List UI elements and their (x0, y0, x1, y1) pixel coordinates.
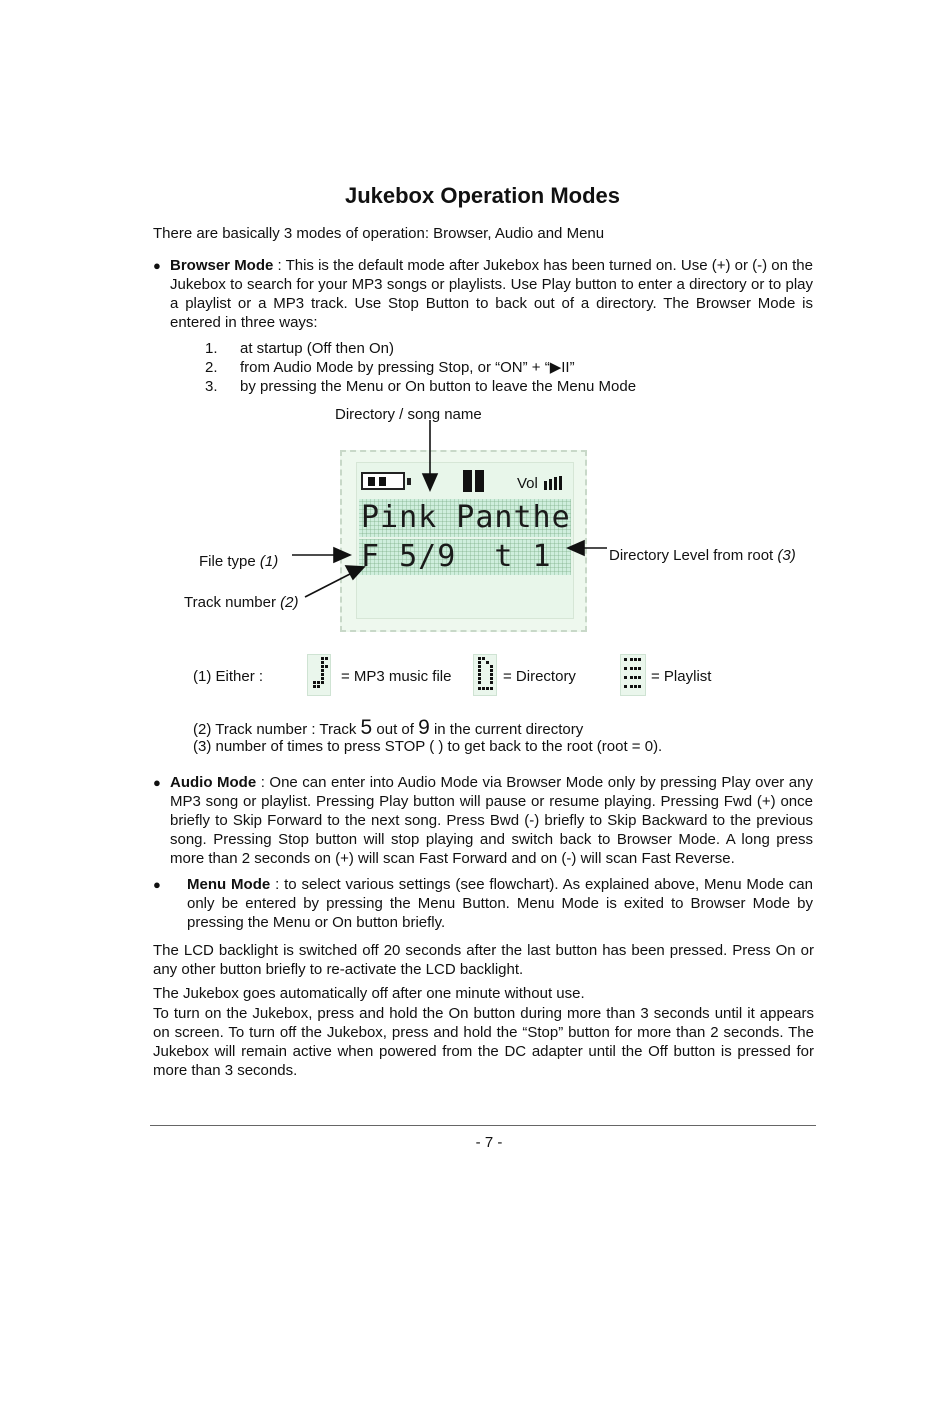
legend-either: (1) Either : (193, 668, 264, 685)
legend-playlist: = Playlist (651, 668, 712, 685)
playlist-icon (620, 654, 646, 696)
label-file-type: File type (1) (199, 553, 279, 570)
label-directory-song-name: Directory / song name (335, 406, 482, 423)
note-stop-count: (3) number of times to press STOP ( ) to get back to the root (root = 0). (193, 738, 663, 755)
lcd-line-2: F 5/9 t 1 (359, 539, 571, 575)
directory-icon (473, 654, 497, 696)
label-track-number: Track number (2) (184, 594, 299, 611)
list-item: 2. from Audio Mode by pressing Stop, or “ON” + “▶II” (205, 359, 575, 376)
lcd-line-1: Pink Panthe (361, 500, 571, 535)
list-item: 3. by pressing the Menu or On button to leave the Menu Mode (205, 378, 637, 395)
menu-mode-label: Menu Mode (187, 876, 271, 893)
backlight-paragraph: The LCD backlight is switched off 20 seconds after the last button has been pressed. Press On or any other button briefly to re-activate the LCD backlight. (153, 942, 814, 978)
legend-mp3: = MP3 music file (341, 668, 452, 685)
menu-mode-paragraph (187, 875, 813, 932)
bullet-browser: ● (153, 258, 161, 273)
mp3-file-icon (307, 654, 331, 696)
auto-off-paragraph: The Jukebox goes automatically off after one minute without use. (153, 985, 585, 1002)
page-title: Jukebox Operation Modes (344, 183, 621, 208)
page-number: - 7 - (475, 1134, 503, 1151)
list-item: 1. at startup (Off then On) (205, 340, 394, 357)
turn-on-paragraph: To turn on the Jukebox, press and hold the On button during more than 3 seconds until it appears on screen. To turn off the Jukebox, press and hold the “Stop” button for more than 2 seconds. The Jukebox will remain active when powered from the DC adapter until the Off button is pressed for more than 3 seconds. (153, 1005, 814, 1079)
volume-label: Vol (517, 475, 538, 492)
browser-mode-text: : This is the default mode after Jukebox has been turned on. Use (+) or (-) on the Jukebox to search for your MP3 songs or playlists. Use Play button to enter a directory or to play a playlist or a MP3 track. Use Stop Button to back out of a directory. The Browser Mode is entered in three ways: (170, 257, 813, 331)
intro-text: There are basically 3 modes of operation: Browser, Audio and Menu (153, 225, 605, 242)
note-track-number: (2) Track number : Track 5 out of 9 in the current directory (193, 716, 584, 739)
bullet-menu: ● (153, 877, 161, 892)
audio-mode-label: Audio Mode (170, 774, 257, 791)
menu-mode-text: : to select various settings (see flowchart). As explained above, Menu Mode can only be entered by pressing the Menu Button. Menu Mode is exited to Browser Mode by pressing the Menu or On button briefly. (187, 876, 813, 931)
label-directory-level: Directory Level from root (3) (609, 547, 796, 564)
browser-mode-label: Browser Mode (170, 257, 274, 274)
footer-divider (150, 1125, 816, 1126)
audio-mode-text: : One can enter into Audio Mode via Browser Mode only by pressing Play over any MP3 song or playlist. Pressing Play button will pause or resume playing. Pressing Fwd (+) once briefly to Skip Forward to the next song. Press Bwd (-) briefly to Skip Backward to the previous song. Pressing Stop button will stop playing and switch back to Browser Mode. A long press more than 2 seconds on (+) will scan Fast Forward and on (-) will scan Fast Reverse. (170, 774, 813, 867)
audio-mode-paragraph (170, 773, 813, 868)
bullet-audio: ● (153, 775, 161, 790)
legend-directory: = Directory (503, 668, 576, 685)
